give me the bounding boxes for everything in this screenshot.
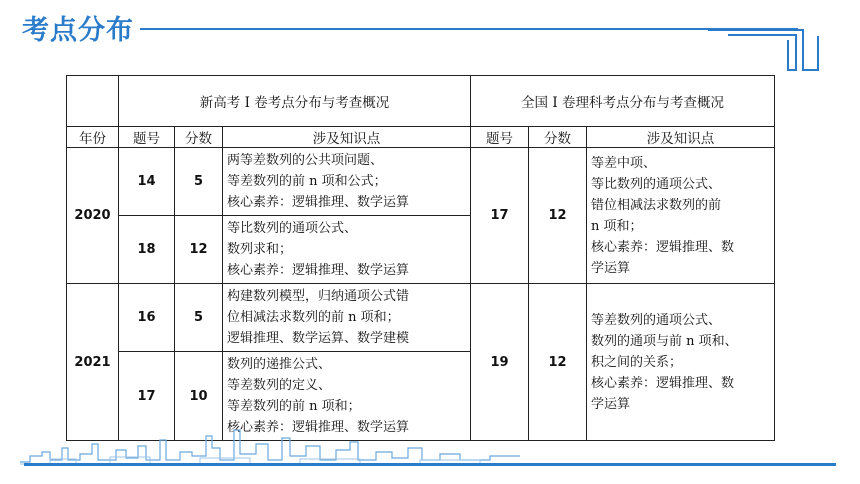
question-number: 17 [119, 352, 175, 441]
question-score: 12 [175, 216, 223, 284]
topic-line: 等比数列的通项公式、 [591, 176, 722, 192]
topics-cell [223, 284, 471, 352]
footer-line [24, 463, 836, 466]
corner-decoration [708, 28, 824, 72]
topic-line: 学运算 [591, 260, 631, 276]
col-topics-right: 涉及知识点 [587, 127, 775, 148]
question-score: 12 [529, 284, 587, 441]
topics-cell [587, 284, 775, 441]
topic-line: 等差中项、 [591, 155, 657, 171]
topic-line: 等差数列的前 n 项和； [227, 399, 361, 414]
col-num-right: 题号 [471, 127, 529, 148]
group-left-header: 新高考 I 卷考点分布与考查概况 [119, 76, 471, 127]
topic-line: 核心素养：逻辑推理、数学运算 [227, 263, 410, 278]
page-title: 考点分布 [22, 15, 134, 46]
topic-line: n 项和； [591, 218, 643, 234]
topic-line: 等差数列的定义、 [227, 378, 332, 393]
exam-topic-table [66, 75, 775, 441]
question-number: 17 [471, 148, 529, 284]
year-cell: 2020 [67, 148, 119, 284]
topic-line: 积之间的关系； [591, 354, 683, 370]
city-skyline-decoration [20, 426, 520, 466]
question-number: 16 [119, 284, 175, 352]
col-topics-left: 涉及知识点 [223, 127, 471, 148]
question-score: 5 [175, 284, 223, 352]
topic-line: 错位相减法求数列的前 [591, 197, 722, 213]
topic-line: 逻辑推理、数学运算、数学建模 [227, 331, 410, 346]
topic-line: 核心素养：逻辑推理、数 [591, 239, 735, 255]
question-number: 19 [471, 284, 529, 441]
topics-cell [223, 216, 471, 284]
topic-line: 核心素养：逻辑推理、数学运算 [227, 420, 410, 435]
question-number: 18 [119, 216, 175, 284]
topic-line: 数列的递推公式、 [227, 357, 332, 372]
topic-line: 两等差数列的公共项问题、 [227, 153, 384, 168]
group-header-row [67, 76, 775, 127]
question-score: 12 [529, 148, 587, 284]
column-header-row [67, 127, 775, 148]
topic-line: 学运算 [591, 396, 631, 412]
col-num-left: 题号 [119, 127, 175, 148]
topic-line: 等差数列的通项公式、 [591, 312, 722, 328]
col-score-left: 分数 [175, 127, 223, 148]
topics-cell [587, 148, 775, 284]
topic-line: 核心素养：逻辑推理、数学运算 [227, 195, 410, 210]
question-score: 10 [175, 352, 223, 441]
question-number: 14 [119, 148, 175, 216]
year-cell: 2021 [67, 284, 119, 441]
col-score-right: 分数 [529, 127, 587, 148]
topic-line: 等比数列的通项公式、 [227, 221, 358, 236]
topic-line: 数列的通项与前 n 项和、 [591, 333, 738, 349]
title-underline [140, 28, 798, 30]
table-row [67, 284, 775, 352]
table-row [67, 148, 775, 216]
group-right-header: 全国 I 卷理科考点分布与考查概况 [471, 76, 775, 127]
topic-line: 构建数列模型，归纳通项公式错 [227, 289, 410, 304]
topic-line: 核心素养：逻辑推理、数 [591, 375, 735, 391]
question-score: 5 [175, 148, 223, 216]
col-year: 年份 [67, 127, 119, 148]
topics-cell [223, 148, 471, 216]
topic-line: 位相减法求数列的前 n 项和； [227, 310, 400, 325]
topic-line: 等差数列的前 n 项和公式； [227, 174, 387, 189]
topic-line: 数列求和； [227, 242, 293, 257]
corner-cell [67, 76, 119, 127]
